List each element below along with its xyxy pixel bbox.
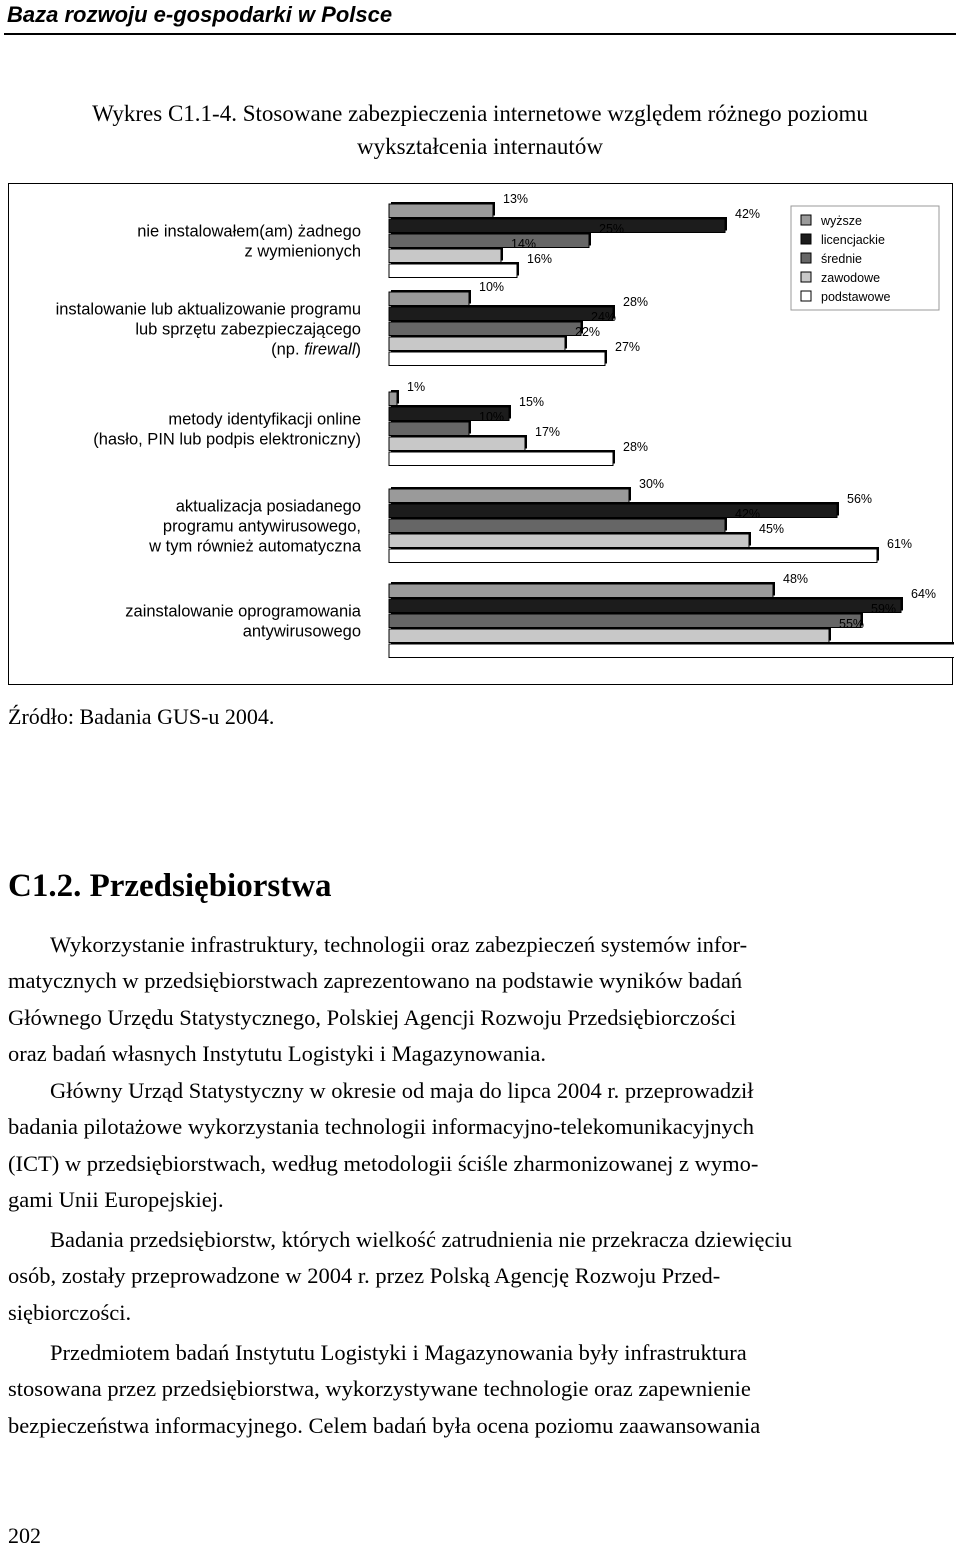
legend-label: zawodowe bbox=[821, 271, 881, 285]
running-header-title: Baza rozwoju e-gospodarki w Polsce bbox=[7, 2, 393, 27]
category-label: instalowanie lub aktualizowanie programu bbox=[55, 300, 361, 319]
paragraph-line: oraz badań własnych Instytutu Logistyki i Magazynowania. bbox=[8, 1040, 546, 1066]
legend-label: średnie bbox=[821, 252, 862, 266]
paragraph-line: siębiorczości. bbox=[8, 1299, 132, 1325]
paragraph-2 bbox=[8, 1073, 953, 1218]
page-number: 202 bbox=[8, 1523, 41, 1548]
category-label: nie instalowałem(am) żadnego bbox=[137, 222, 361, 241]
data-label: 28% bbox=[623, 440, 649, 454]
data-label: 25% bbox=[599, 222, 625, 236]
bar bbox=[389, 392, 397, 406]
paragraph-1 bbox=[8, 927, 953, 1072]
paragraph-line: stosowana przez przedsiębiorstwa, wykorzystywane technologie oraz zapewnienie bbox=[8, 1376, 751, 1402]
bar bbox=[389, 549, 877, 563]
paragraph-line: gami Unii Europejskiej. bbox=[8, 1186, 224, 1212]
bar bbox=[389, 249, 501, 263]
bar bbox=[389, 519, 725, 533]
category-label: (hasło, PIN lub podpis elektroniczny) bbox=[93, 430, 361, 449]
category-label: programu antywirusowego, bbox=[162, 517, 361, 536]
paragraph-line: Badania przedsiębiorstw, których wielkość zatrudnienia nie przekracza dziewięciu bbox=[50, 1227, 792, 1252]
bar bbox=[389, 452, 613, 466]
bar bbox=[389, 264, 517, 278]
category-label: zainstalowanie oprogramowania bbox=[125, 602, 361, 621]
data-label: 28% bbox=[623, 295, 649, 309]
data-label: 45% bbox=[759, 522, 785, 536]
figure-source: Źródło: Badania GUS-u 2004. bbox=[8, 704, 275, 729]
legend-label: licencjackie bbox=[821, 233, 885, 247]
data-label: 30% bbox=[639, 477, 665, 491]
figure-caption-line2: wykształcenia internautów bbox=[357, 134, 603, 159]
paragraph-line: matycznych w przedsiębiorstwach zaprezentowano na podstawie wyników badań bbox=[8, 968, 743, 994]
bar bbox=[389, 534, 749, 548]
data-label: 13% bbox=[503, 192, 529, 206]
category-label: z wymienionych bbox=[244, 242, 361, 261]
bar bbox=[389, 599, 901, 613]
data-label: 56% bbox=[847, 492, 873, 506]
data-label: 10% bbox=[479, 280, 505, 294]
bar bbox=[389, 292, 469, 306]
data-label: 48% bbox=[783, 572, 809, 586]
data-label: 59% bbox=[871, 602, 897, 616]
category-label: antywirusowego bbox=[242, 622, 361, 641]
legend-swatch bbox=[801, 234, 811, 244]
paragraph-line: osób, zostały przeprowadzone w 2004 r. przez Polską Agencję Rozwoju Przed- bbox=[8, 1263, 721, 1289]
bar bbox=[389, 337, 565, 351]
bar bbox=[389, 322, 581, 336]
category-label: lub sprzętu zabezpieczającego bbox=[135, 320, 361, 339]
category-label: (np. firewall) bbox=[271, 340, 361, 359]
chart-frame bbox=[8, 183, 953, 685]
paragraph-3 bbox=[8, 1222, 953, 1331]
category-label: w tym również automatyczna bbox=[149, 537, 361, 556]
data-label: 10% bbox=[479, 410, 505, 424]
paragraph-line: (ICT) w przedsiębiorstwach, według metodologii ściśle zharmonizowanej z wymo- bbox=[8, 1150, 759, 1176]
data-label: 27% bbox=[615, 340, 641, 354]
paragraph-4 bbox=[8, 1335, 953, 1444]
paragraph-line: Główny Urząd Statystyczny w okresie od maja do lipca 2004 r. przeprowadził bbox=[50, 1078, 754, 1103]
bar bbox=[389, 504, 837, 518]
paragraph-line: Wykorzystanie infrastruktury, technologii oraz zabezpieczeń systemów infor- bbox=[50, 932, 748, 957]
data-label: 17% bbox=[535, 425, 561, 439]
data-label: 15% bbox=[519, 395, 545, 409]
figure-caption-line1: Wykres C1.1-4. Stosowane zabezpieczenia internetowe względem różnego poziomu bbox=[92, 101, 868, 126]
data-label: 24% bbox=[591, 310, 617, 324]
bar bbox=[389, 422, 469, 436]
data-label: 14% bbox=[511, 237, 537, 251]
header-rule bbox=[4, 33, 956, 35]
running-header bbox=[0, 0, 960, 34]
data-label: 16% bbox=[527, 252, 553, 266]
bar bbox=[389, 644, 954, 658]
data-label: 55% bbox=[839, 617, 865, 631]
paragraph-line: Przedmiotem badań Instytutu Logistyki i Magazynowania były infrastruktura bbox=[50, 1340, 747, 1365]
bar bbox=[389, 204, 493, 218]
section-title: C1.2. Przedsiębiorstwa bbox=[8, 868, 332, 904]
data-label: 64% bbox=[911, 587, 937, 601]
legend-swatch bbox=[801, 253, 811, 263]
bar bbox=[389, 629, 829, 643]
legend-swatch bbox=[801, 215, 811, 225]
bar bbox=[389, 489, 629, 503]
paragraph-line: Głównego Urzędu Statystycznego, Polskiej Agencji Rozwoju Przedsiębiorczości bbox=[8, 1004, 736, 1030]
legend-swatch bbox=[801, 291, 811, 301]
legend-label: podstawowe bbox=[821, 290, 891, 304]
data-label: 22% bbox=[575, 325, 601, 339]
bar bbox=[389, 352, 605, 366]
bar bbox=[389, 584, 773, 598]
paragraph-line: badania pilotażowe wykorzystania technologii informacyjno-telekomunikacyjnych bbox=[8, 1114, 755, 1140]
data-label: 1% bbox=[407, 380, 426, 394]
legend-label: wyższe bbox=[821, 214, 862, 228]
legend-swatch bbox=[801, 272, 811, 282]
bar bbox=[389, 307, 613, 321]
bar bbox=[389, 437, 525, 451]
security-by-education-bar-chart bbox=[9, 184, 954, 686]
data-label: 61% bbox=[887, 537, 913, 551]
paragraph-line: bezpieczeństwa informacyjnego. Celem badań była ocena poziomu zaawansowania bbox=[8, 1412, 761, 1438]
bar bbox=[389, 219, 725, 233]
category-label: metody identyfikacji online bbox=[168, 410, 361, 429]
bar bbox=[389, 614, 861, 628]
data-label: 42% bbox=[735, 507, 761, 521]
data-label: 42% bbox=[735, 207, 761, 221]
bar bbox=[389, 234, 589, 248]
category-label: aktualizacja posiadanego bbox=[175, 497, 361, 516]
